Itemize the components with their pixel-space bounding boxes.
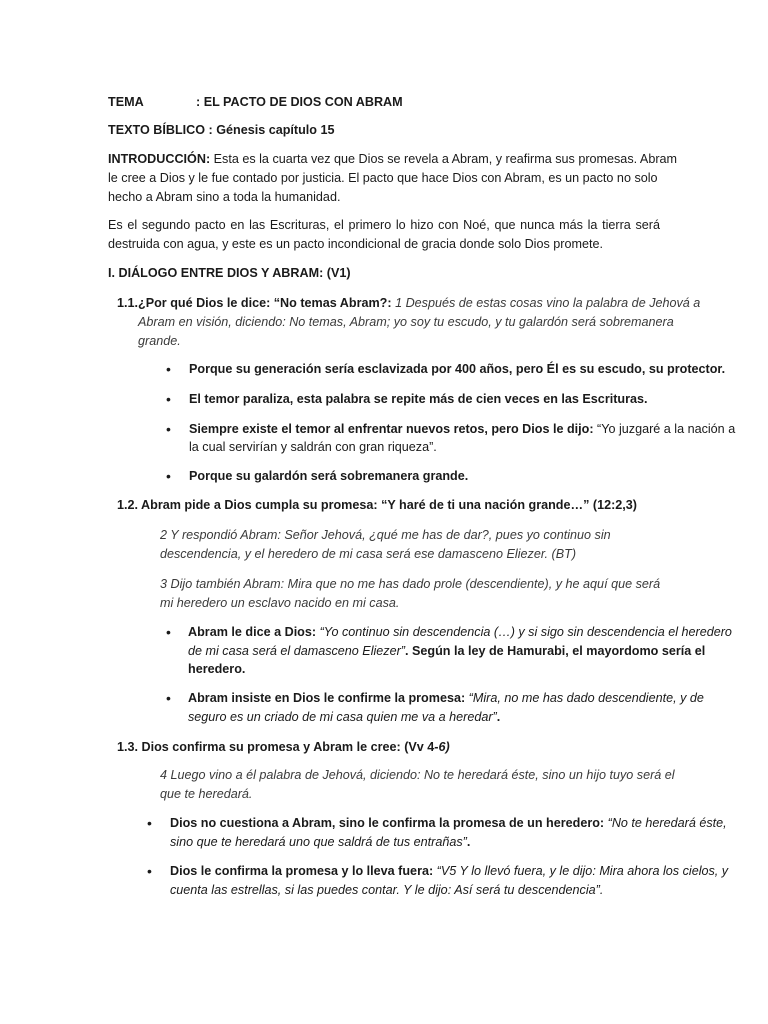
s11-verse-2: Abram en visión, diciendo: No temas, Abram; yo soy tu escudo, y tu galardón será sobremanera	[138, 315, 674, 329]
s12-bullet-2-quote-2: seguro es un criado de mi casa quien me va a heredar”	[188, 710, 497, 724]
s11-line-1	[117, 294, 700, 313]
s12-bullet-2-label: Abram insiste en Dios le confirme la promesa:	[188, 691, 466, 705]
s13-bullet-2-quote-1: “V5 Y lo llevó fuera, y le dijo: Mira ahora los cielos, y	[436, 864, 729, 878]
texto-label: TEXTO BÍBLICO :	[108, 123, 213, 137]
s13-heading-italic: 6)	[438, 740, 450, 754]
bullet-icon: •	[166, 391, 171, 407]
s13-bullet-2-label: Dios le confirma la promesa y lo lleva fuera:	[170, 864, 434, 878]
bullet-icon: •	[166, 421, 171, 437]
s12-bullet-1-label: Abram le dice a Dios:	[188, 625, 317, 639]
s13-bullet-2-quote-2: cuenta las estrellas, si las puedes contar. Y le dijo: Así será tu descendencia”	[170, 883, 600, 897]
s12-bullet-1-line-3: heredero.	[188, 662, 246, 676]
s13-heading: 1.3. Dios confirma su promesa y Abram le cree: (Vv 4-	[117, 740, 439, 754]
s12-bullet-2-line-1	[188, 689, 704, 708]
s12-bullet-1-line-1	[188, 623, 732, 642]
s13-heading-line	[117, 738, 450, 757]
intro-line-1	[108, 150, 677, 169]
s12-bullet-1-quote-1: “Yo continuo sin descendencia (…) y si sigo sin descendencia el heredero	[319, 625, 732, 639]
s11-heading: 1.1.¿Por qué Dios le dice: “No temas Abram?:	[117, 296, 392, 310]
s11-bullet-3-quote-1: “Yo juzgaré a la nación a	[597, 422, 736, 436]
s12-verse3-2: mi heredero un esclavo nacido en mi casa.	[160, 596, 400, 610]
s13-verse4-1: 4 Luego vino a él palabra de Jehová, diciendo: No te heredará éste, sino un hijo tuyo será el	[160, 768, 675, 782]
s13-bullet-1-quote-2: sino que te heredará uno que saldrá de tus entrañas”	[170, 835, 467, 849]
s11-verse-3: grande.	[138, 334, 181, 348]
texto-biblico	[108, 121, 335, 140]
s13-bullet-2-line-1	[170, 862, 728, 881]
s13-bullet-1-line-2	[170, 833, 470, 852]
intro-text-1: Esta es la cuarta vez que Dios se revela a Abram, y reafirma sus promesas. Abram	[213, 152, 678, 166]
s11-bullet-2: El temor paraliza, esta palabra se repite más de cien veces en las Escrituras.	[189, 392, 648, 406]
s12-bullet-2-line-2	[188, 708, 500, 727]
para2-line-2: destruida con agua, y este es un pacto incondicional de gracia donde solo Dios promete.	[108, 237, 603, 251]
s13-bullet-2-end: .	[599, 883, 604, 897]
bullet-icon: •	[166, 624, 171, 640]
section-heading: I. DIÁLOGO ENTRE DIOS Y ABRAM: (V1)	[108, 266, 351, 280]
s12-verse2-2: descendencia, y el heredero de mi casa será ese damasceno Eliezer. (BT)	[160, 547, 577, 561]
s13-bullet-1-quote-1: “No te heredará éste,	[607, 816, 727, 830]
s11-bullet-1: Porque su generación sería esclavizada por 400 años, pero Él es su escudo, su protector.	[189, 362, 726, 376]
s13-bullet-1-end: .	[466, 835, 471, 849]
s13-bullet-1-label: Dios no cuestiona a Abram, sino le confirma la promesa de un heredero:	[170, 816, 605, 830]
tema-label: TEMA	[108, 95, 144, 109]
bullet-icon: •	[147, 815, 152, 831]
s12-bullet-1-line-2	[188, 642, 705, 661]
s11-bullet-3: Siempre existe el temor al enfrentar nuevos retos, pero Dios le dijo:	[189, 422, 594, 436]
para2-line-1: Es el segundo pacto en las Escrituras, el primero lo hizo con Noé, que nunca más la tierra será	[108, 218, 660, 232]
s11-bullet-3-line-1	[189, 420, 735, 439]
s11-verse-1: 1 Después de estas cosas vino la palabra de Jehová a	[395, 296, 701, 310]
s12-bullet-1-rest: . Según la ley de Hamurabi, el mayordomo sería el	[405, 644, 706, 658]
s12-bullet-2-quote-1: “Mira, no me has dado descendiente, y de	[468, 691, 704, 705]
texto-value: Génesis capítulo 15	[216, 123, 335, 137]
s12-bullet-2-end: .	[496, 710, 501, 724]
s12-verse2-1: 2 Y respondió Abram: Señor Jehová, ¿qué me has de dar?, pues yo continuo sin	[160, 528, 611, 542]
bullet-icon: •	[166, 690, 171, 706]
bullet-icon: •	[166, 361, 171, 377]
tema-value: : EL PACTO DE DIOS CON ABRAM	[196, 95, 403, 109]
intro-line-3: hecho a Abram sino a toda la humanidad.	[108, 190, 341, 204]
intro-label: INTRODUCCIÓN:	[108, 152, 211, 166]
bullet-icon: •	[147, 863, 152, 879]
s13-bullet-2-line-2	[170, 881, 603, 900]
s13-bullet-1-line-1	[170, 814, 727, 833]
s13-verse4-2: que te heredará.	[160, 787, 253, 801]
s12-heading: 1.2. Abram pide a Dios cumpla su promesa: “Y haré de ti una nación grande…” (12:2,3)	[117, 498, 637, 512]
intro-line-2: le cree a Dios y le fue contado por justicia. El pacto que hace Dios con Abram, es un pacto no solo	[108, 171, 658, 185]
s11-bullet-4: Porque su galardón será sobremanera grande.	[189, 469, 469, 483]
bullet-icon: •	[166, 468, 171, 484]
s11-bullet-3-quote-2: la cual servirían y saldrán con gran riqueza”.	[189, 440, 437, 454]
s12-verse3-1: 3 Dijo también Abram: Mira que no me has dado prole (descendiente), y he aquí que será	[160, 577, 661, 591]
s12-bullet-1-quote-2: de mi casa será el damasceno Eliezer”	[188, 644, 405, 658]
